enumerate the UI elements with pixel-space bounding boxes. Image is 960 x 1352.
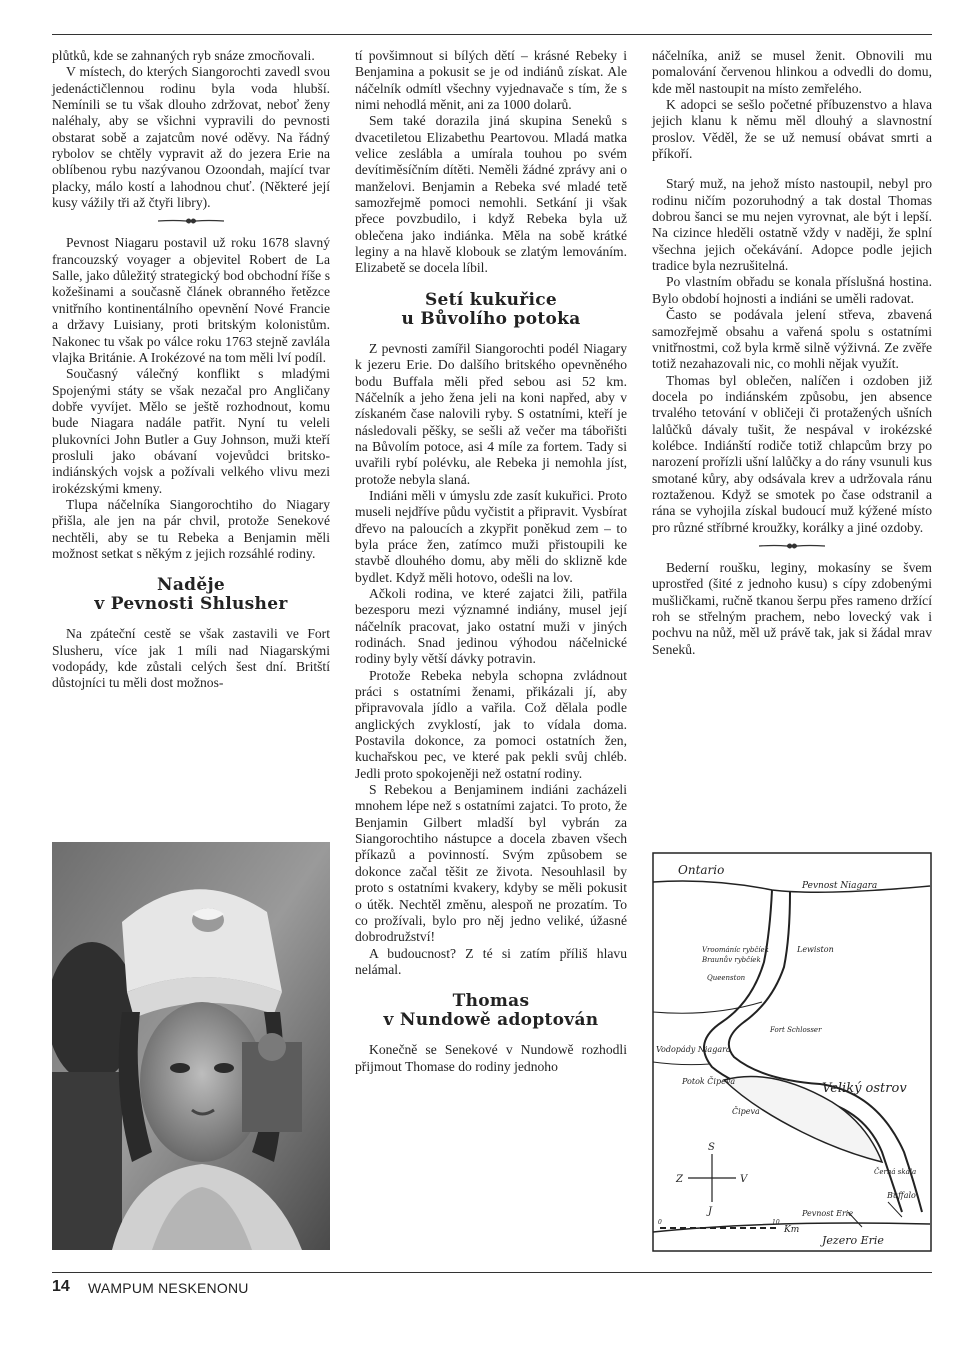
heading-line: v Nundowě adoptován xyxy=(383,1010,599,1031)
compass-label: J xyxy=(708,1206,713,1217)
heading-line: v Pevnosti Shlusher xyxy=(94,594,288,615)
paragraph: V místech, do kterých Siangorochti zavedl svou jedenáctičlennou rodinu byla voda hlubší. Nemínili se tu však dlouho zdržovat, neboť ženy naléhaly, aby se všichni vypravili do pevnosti obstarat sobě a zajatcům nové oděvy. Na řádný rybolov se chtěly vypravit až do jezera Erie na oblíbenou rybu nazývanou Ozoondah, mající tvar placky, málo kostí a lahodnou chuť. (Některé její kusy vážily tři až čtyři libry). xyxy=(52,64,330,211)
photo-image xyxy=(52,842,330,1250)
heading-line: u Bůvolího potoka xyxy=(401,308,581,329)
paragraph: náčelníka, aniž se musel ženit. Obnovili mu pomalování červenou hlinkou a odvedli do domu, kde měl nastoupit na místo zemřelého. xyxy=(652,48,932,96)
page-footer xyxy=(52,1272,932,1298)
paragraph: Thomas byl oblečen, nalíčen i ozdoben již docela po indiánském způsobu, jen absence trvalého tetování v obličeji či protažených ušních lalůčků dávaly tušit, že nespával v irokézské kolébce. Indiánští rodiče totiž chlapcům brzy po narození prořízli ušní lalůčky a do rány vsunuli kus smotané kůry, aby odsávala krev a udržovala ránu roztaženou. Když se smotek po čase odstranil a rána se vyhojila získal budoucí muž kýžené místo pro různé stříbrné kroužky, korálky a jiné ozdoby. xyxy=(652,372,932,535)
ornament-divider-icon xyxy=(156,217,226,225)
paragraph: K adopci se sešlo početné příbuzenstvo a hlava jejich klanu k němu měl dlouhý a slavnostní proslov. Věděl, že se už nemusí obávat smrti a příkoří. xyxy=(652,97,932,162)
map-label: Lewiston xyxy=(797,945,834,954)
scale-unit: Km xyxy=(784,1225,800,1235)
map-label: Veliký ostrov xyxy=(822,1081,907,1096)
scale-label: 10 xyxy=(772,1219,780,1226)
map-label: Braunův rybčíek xyxy=(702,956,761,964)
map-niagara-river xyxy=(652,852,932,1252)
column-3 xyxy=(652,48,932,658)
compass-label: S xyxy=(708,1142,715,1153)
paragraph: A budoucnost? Z té si zatím příliš hlavu nelámal. xyxy=(355,945,627,977)
publication-name: WAMPUM NESKENONU xyxy=(88,1280,249,1296)
paragraph: S Rebekou a Benjaminem indiáni zacházeli mnohem lépe než s ostatními zajatci. To proto, že Benjamin Gilbert mladší byl vybrán za Siangorochtiho nástupce a docela zbaven všech příkazů a povinností. Svým způsobem se dokonce začal těšit ze života. Nesouhlasil by proto s ostatními kvakery, kdyby se měli pokusit o útěk. Nechtěl změnu, alespoň ne prozatím. To co prožívali, bylo pro něj jedno veliké, úžasné dobrodružství! xyxy=(355,782,627,945)
map-label: Fort Schlosser xyxy=(770,1026,822,1034)
paragraph: plůtků, kde se zahnaných ryb snáze zmocňovali. xyxy=(52,48,315,63)
map-label: Vroománíc rybčíek xyxy=(702,946,769,954)
paragraph: Současný válečný konflikt s mladými Spojenými státy se však nezačal pro Angličany dobře vyvíjet. Mělo se ještě rozhodnout, komu bude Niagara nadále patřit. Nyní tu veleli plukovníci John Butler a Guy Johnson, muži kteří prosluli jako obávaní vojevůdci britsko-indiánských vojsk a požívali velkého vlivu mezi irokézskými kmeny. xyxy=(52,366,330,496)
heading-line: Setí kukuřice xyxy=(424,289,558,310)
map-label: Potok Čipeva xyxy=(682,1077,736,1086)
column-2 xyxy=(355,48,627,1075)
heading-line: Thomas xyxy=(452,991,530,1012)
map-drawing xyxy=(652,852,932,1252)
map-label: Buffalo xyxy=(887,1191,916,1200)
map-label: Ontario xyxy=(678,863,725,877)
map-label: Queenston xyxy=(707,974,746,982)
column-1 xyxy=(52,48,330,692)
map-label: Čipeva xyxy=(732,1107,760,1116)
paragraph: Indiáni měli v úmyslu zde zasít kukuřici. Proto museli nejdříve půdu vyčistit a připravit. Vysbírat dřevo na paloucích a zkypřit poněkud zem – to byla práce žen, zatímco muži přistoupili ke stavbě dlouhého domu, aby měli do sklizně kde bydlet. Když měli hotovo, odešli na lov. xyxy=(355,487,627,585)
scale-label: 0 xyxy=(658,1219,662,1226)
paragraph: Bederní roušku, leginy, mokasíny se švem uprostřed (šité z jednoho kusu) s cípy zdobenými mušličkami, ručně tkanou šerpu přes rameno držící roh se střelným prachem, nebo lovecký vak i pochvu na nůž, měl už právě tak, jak si žádal mrav Seneků. xyxy=(652,559,932,657)
map-label: Vodopády Niagara xyxy=(656,1045,731,1054)
map-label: Pevnost Niagara xyxy=(802,881,878,891)
page-number: 14 xyxy=(52,1278,70,1295)
paragraph: Na zpáteční cestě se však zastavili ve Fort Slusheru, více jak 1 míli nad Niagarskými vodopády, kde zůstali celých šest dní. Britští důstojníci tu měli dost možnos- xyxy=(52,626,330,691)
section-heading xyxy=(355,291,627,329)
spacer xyxy=(652,162,932,176)
paragraph: tí povšimnout si bílých dětí – krásné Rebeky i Benjamina a pokusit se je od indiánů získat. Ale náčelník odmítl všechny vyjednavače s tím, že s nimi nehodlá měnit, ani za 1000 dolarů. xyxy=(355,48,627,113)
paragraph: Po vlastním obřadu se konala příslušná hostina. Bylo období hojnosti a indiáni se uměli radovat. xyxy=(652,274,932,306)
heading-line: Naděje xyxy=(156,575,226,596)
paragraph: Starý muž, na jehož místo nastoupil, nebyl pro rodinu ničím pozoruhodný a tak dostal Thomas dobrou šanci se mu nejen vyrovnat, ale být i lepší. Na cizince hleděli ostatně vždy v naději, že splní všechna jejich očekávání. Adopce podle jejich tradice byla nezrušitelná. xyxy=(652,176,932,274)
paragraph: Pevnost Niagaru postavil už roku 1678 slavný francouzský voyager a objevitel Robert de La Salle, jako důležitý strategický bod obchodní říše s kožešinami a současně článek obranného řetězce vnitřního kontinentálního opevnění Nové Francie a državy Luisiany, proti britským kolonistům. Nakonec tu však po válce roku 1763 stejně zavlála vlajka Británie. A Irokézové na tom měli lví podíl. xyxy=(52,235,330,365)
photo-girl-in-bonnet xyxy=(52,842,330,1250)
paragraph: Z pevnosti zamířil Siangorochti podél Niagary k jezeru Erie. Do dalšího britského opevněného bodu Buffala měli před sebou asi 52 km. Náčelník a jeho žena jeli na koni napřed, aby v získaném čase nalovili ryby. S ostatními, kteří je následovali pěšky, se sešli až večer ma tábořišti na Bůvolím potoce, asi 4 míle za fortem. Tady si uvařili rybí polévku, ale Rebeka ji nemohla jíst, protože nebyla slaná. xyxy=(355,340,627,487)
footer-rule xyxy=(52,1272,932,1273)
paragraph: Konečně se Senekové v Nundowě rozhodli přijmout Thomase do rodiny jednoho xyxy=(355,1042,627,1074)
compass-label: V xyxy=(740,1174,748,1185)
section-heading xyxy=(52,576,330,614)
paragraph: Ačkoli rodina, ve které zajatci žili, patřila bezesporu mezi významné indiány, musel její náčelník pracovat, jako ostatní muži v jiných rodinách. Snad jedinou výhodou náčelnické rodiny byly větší dávky potravin. xyxy=(355,585,627,667)
map-label: Jezero Erie xyxy=(822,1234,884,1247)
paragraph: Tlupa náčelníka Siangorochtiho do Niagary přišla, ale jen na pár chvil, protože Senekové nechtěli, aby se tu Rebeka a Benjamin měli možnost setkat s někým z jejich rozsáhlé rodiny. xyxy=(52,496,330,561)
compass-label: Z xyxy=(676,1174,683,1185)
paragraph: Často se podávala jelení střeva, zbavená samozřejmě obsahu a vařená spolu s ostatními vnitřnostmi, což byla krmě silně výživná. Ze zvěře totiž nezahazovali nic, co mohli nějak využít. xyxy=(652,307,932,372)
paragraph: Sem také dorazila jiná skupina Seneků s dvacetiletou Elizabethu Peartovou. Mladá matka velice zeslábla a umírala touhou po svém devítiměsíčním dítěti. Neměli žádné zprávy ani o manželovi. Benjamin a Rebeka své mladé tetě samozřejmě pomoci nemohli. Setkání ji však přece povzbudilo, i když Rebeka byla už oblečena jako indiánka. Měla na sobě krátké leginy a na hlavě klobouk se zlatým lemováním. Elizabetě se docela líbil. xyxy=(355,113,627,276)
top-rule xyxy=(52,34,932,35)
section-heading xyxy=(355,992,627,1030)
map-label: Pevnost Erie xyxy=(802,1209,854,1218)
paragraph: Protože Rebeka nebyla schopna zvládnout práci s ostatními ženami, přikázali jí, aby připravovala jídlo a vařila. Což dělala podle anglických zvyklostí, jak to vídala doma. Postavila dokonce, za pomoci ostatních žen, kuchařskou pec, ve které pak pekli svůj chléb. Jedli proto spokojeněji než ostatní rodiny. xyxy=(355,667,627,781)
map-label: Černá skála xyxy=(874,1168,917,1176)
ornament-divider-icon xyxy=(757,542,827,550)
